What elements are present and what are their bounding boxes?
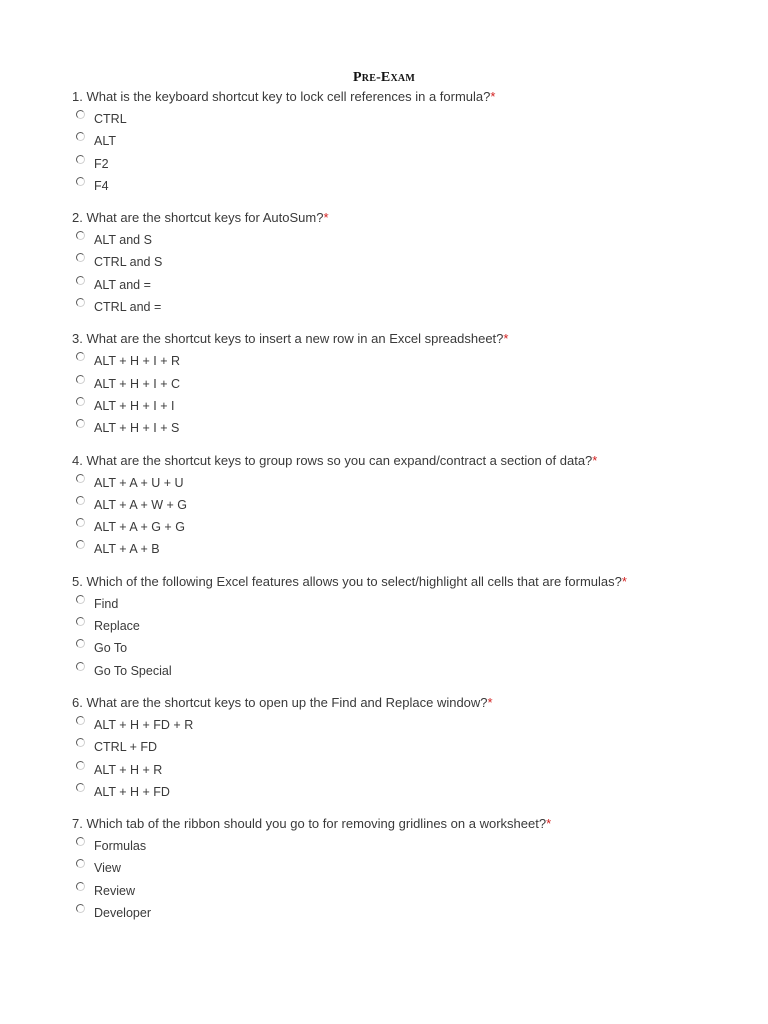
radio-button-icon[interactable] (76, 253, 85, 262)
question-text (72, 331, 752, 347)
option-label: ALT + H + I + S (94, 421, 180, 436)
answer-option[interactable] (72, 781, 752, 803)
question-text (72, 574, 752, 590)
answer-option[interactable] (72, 153, 752, 175)
question-label: 2. What are the shortcut keys for AutoSum? (72, 210, 324, 226)
option-label: Formulas (94, 839, 147, 854)
option-label: ALT + H + I + R (94, 354, 181, 369)
required-marker: * (621, 573, 627, 589)
radio-button-icon[interactable] (76, 177, 85, 186)
question-label: 4. What are the shortcut keys to group rows so you can expand/contract a section of data? (72, 452, 593, 468)
option-label: ALT + H + I + C (94, 376, 181, 391)
question-label: 3. What are the shortcut keys to insert a new row in an Excel spreadsheet? (72, 331, 504, 347)
answer-option[interactable] (72, 593, 752, 615)
option-label: View (94, 861, 121, 876)
radio-button-icon[interactable] (76, 397, 85, 406)
answer-option[interactable] (72, 175, 752, 197)
question-label: 7. Which tab of the ribbon should you go to for removing gridlines on a worksheet? (72, 816, 547, 832)
radio-button-icon[interactable] (76, 639, 85, 648)
required-marker: * (487, 694, 493, 710)
option-label: ALT and S (94, 233, 152, 248)
answer-option[interactable] (72, 130, 752, 152)
radio-button-icon[interactable] (76, 716, 85, 725)
radio-button-icon[interactable] (76, 298, 85, 307)
question-text (72, 816, 752, 832)
answer-option[interactable] (72, 759, 752, 781)
option-group (72, 350, 752, 439)
answer-option[interactable] (72, 494, 752, 516)
question-text (72, 210, 752, 226)
option-label: Find (94, 596, 119, 611)
answer-option[interactable] (72, 516, 752, 538)
question-3 (72, 331, 752, 439)
answer-option[interactable] (72, 857, 752, 879)
question-list (72, 89, 752, 937)
radio-button-icon[interactable] (76, 662, 85, 671)
radio-button-icon[interactable] (76, 375, 85, 384)
radio-button-icon[interactable] (76, 595, 85, 604)
answer-option[interactable] (72, 902, 752, 924)
question-5 (72, 574, 752, 682)
option-label: ALT + H + R (94, 762, 163, 777)
answer-option[interactable] (72, 274, 752, 296)
option-group (72, 714, 752, 803)
option-label: F4 (94, 178, 109, 193)
radio-button-icon[interactable] (76, 904, 85, 913)
radio-button-icon[interactable] (76, 882, 85, 891)
answer-option[interactable] (72, 538, 752, 560)
option-label: Go To Special (94, 663, 172, 678)
option-label: Developer (94, 906, 151, 921)
radio-button-icon[interactable] (76, 276, 85, 285)
radio-button-icon[interactable] (76, 837, 85, 846)
option-group (72, 472, 752, 561)
question-4 (72, 453, 752, 561)
radio-button-icon[interactable] (76, 231, 85, 240)
answer-option[interactable] (72, 108, 752, 130)
question-2 (72, 210, 752, 318)
option-group (72, 108, 752, 197)
option-label: ALT + A + G + G (94, 520, 185, 535)
radio-button-icon[interactable] (76, 761, 85, 770)
radio-button-icon[interactable] (76, 518, 85, 527)
option-label: Replace (94, 619, 140, 634)
radio-button-icon[interactable] (76, 110, 85, 119)
answer-option[interactable] (72, 350, 752, 372)
answer-option[interactable] (72, 229, 752, 251)
option-label: CTRL and = (94, 300, 162, 315)
question-text (72, 453, 752, 469)
question-text (72, 695, 752, 711)
answer-option[interactable] (72, 880, 752, 902)
question-label: 6. What are the shortcut keys to open up the Find and Replace window? (72, 694, 488, 710)
page-title: Pre-Exam (353, 70, 415, 85)
radio-button-icon[interactable] (76, 132, 85, 141)
required-marker: * (503, 331, 509, 347)
answer-option[interactable] (72, 835, 752, 857)
radio-button-icon[interactable] (76, 540, 85, 549)
answer-option[interactable] (72, 615, 752, 637)
radio-button-icon[interactable] (76, 859, 85, 868)
option-label: ALT + A + W + G (94, 497, 187, 512)
answer-option[interactable] (72, 660, 752, 682)
option-label: ALT + H + FD (94, 784, 170, 799)
answer-option[interactable] (72, 472, 752, 494)
required-marker: * (490, 89, 496, 104)
option-label: ALT + A + U + U (94, 475, 184, 490)
answer-option[interactable] (72, 373, 752, 395)
question-text (72, 89, 752, 105)
option-label: Review (94, 883, 135, 898)
question-label: 5. Which of the following Excel features allows you to select/highlight all cells that are formulas? (72, 573, 622, 589)
radio-button-icon[interactable] (76, 617, 85, 626)
answer-option[interactable] (72, 395, 752, 417)
option-label: ALT and = (94, 277, 151, 292)
radio-button-icon[interactable] (76, 352, 85, 361)
answer-option[interactable] (72, 296, 752, 318)
radio-button-icon[interactable] (76, 155, 85, 164)
required-marker: * (546, 816, 552, 832)
answer-option[interactable] (72, 736, 752, 758)
question-1 (72, 89, 752, 197)
answer-option[interactable] (72, 251, 752, 273)
question-6 (72, 695, 752, 803)
question-label: 1. What is the keyboard shortcut key to lock cell references in a formula? (72, 89, 491, 104)
option-label: Go To (94, 641, 128, 656)
radio-button-icon[interactable] (76, 783, 85, 792)
question-7 (72, 816, 752, 924)
radio-button-icon[interactable] (76, 474, 85, 483)
option-group (72, 593, 752, 682)
answer-option[interactable] (72, 417, 752, 439)
required-marker: * (323, 210, 329, 226)
option-group (72, 835, 752, 924)
required-marker: * (592, 452, 598, 468)
option-label: CTRL + FD (94, 740, 158, 755)
radio-button-icon[interactable] (76, 419, 85, 428)
answer-option[interactable] (72, 637, 752, 659)
option-label: CTRL (94, 112, 127, 126)
answer-option[interactable] (72, 714, 752, 736)
option-label: ALT + A + B (94, 542, 160, 557)
option-label: ALT + H + FD + R (94, 717, 194, 732)
option-label: ALT (94, 134, 116, 149)
radio-button-icon[interactable] (76, 496, 85, 505)
radio-button-icon[interactable] (76, 738, 85, 747)
option-label: ALT + H + I + I (94, 398, 175, 413)
option-group (72, 229, 752, 318)
option-label: F2 (94, 156, 109, 171)
option-label: CTRL and S (94, 255, 163, 270)
